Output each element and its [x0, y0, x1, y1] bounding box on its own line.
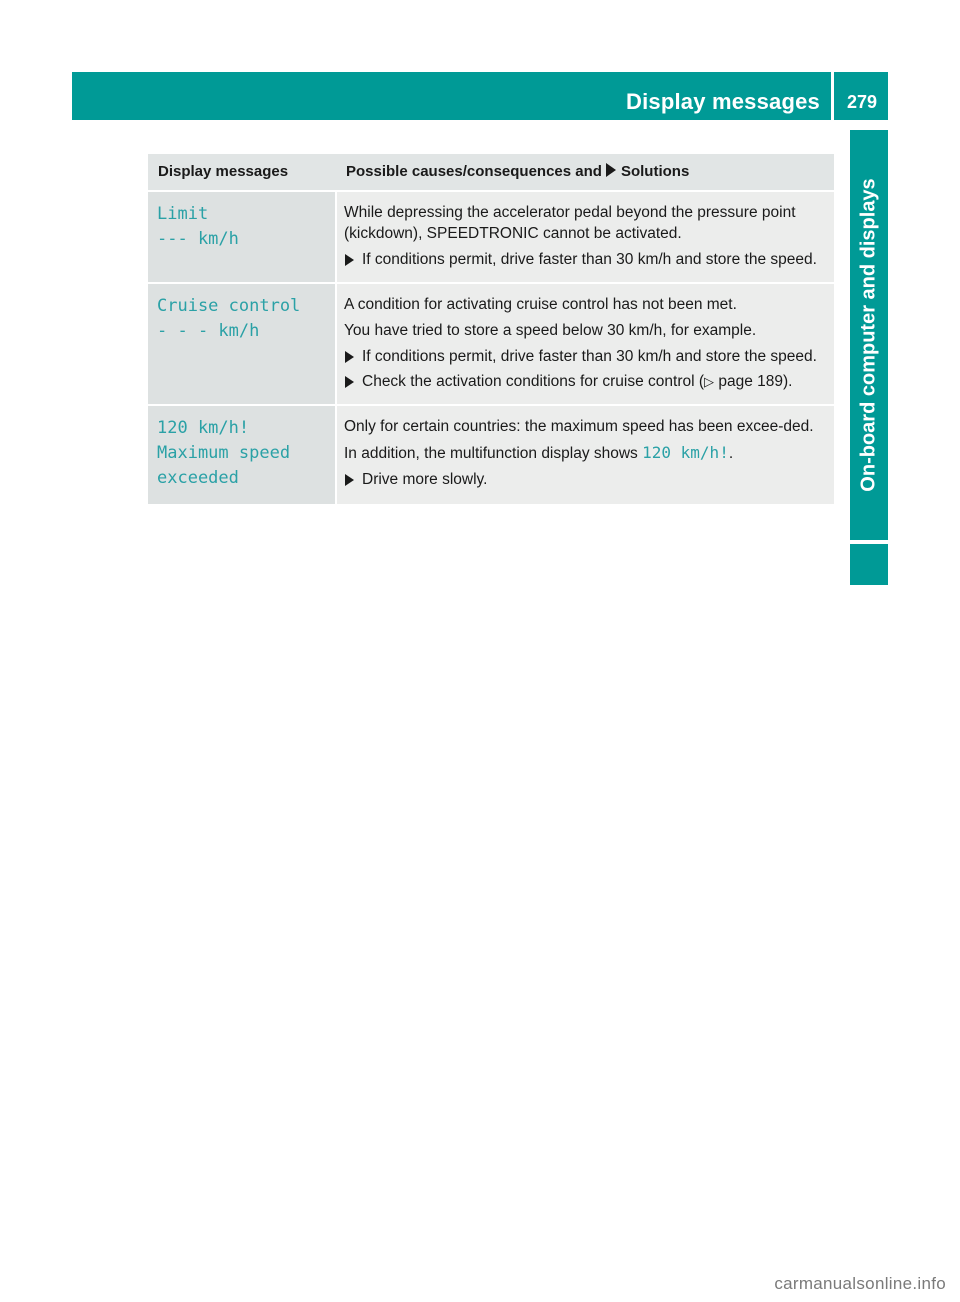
arrow-icon — [606, 163, 616, 177]
cause-text-with-message — [344, 442, 830, 464]
column-header-solutions — [336, 154, 834, 191]
solution-cell — [336, 191, 834, 283]
solution-cell — [336, 405, 834, 505]
arrow-icon — [345, 376, 354, 388]
table-header-row — [148, 154, 834, 191]
display-message-line: Maximum speed — [157, 443, 291, 463]
watermark: carmanualsonline.info — [774, 1274, 946, 1293]
page-reference-icon: ▷ — [704, 374, 715, 389]
display-message-line: exceeded — [157, 468, 239, 488]
display-message-line: Limit — [157, 204, 209, 224]
table-row — [148, 405, 834, 505]
page-number: 279 — [846, 92, 878, 112]
arrow-icon — [345, 474, 354, 486]
cause-text: While depressing the accelerator pedal beyond the pressure point (kickdown), SPEEDTRONIC cannot be activated. — [344, 204, 796, 242]
column-header-solutions-after: Solutions — [620, 163, 690, 180]
column-header-solutions-before: Possible causes/consequences and — [346, 163, 602, 180]
display-message-line: - - - km/h — [157, 321, 260, 341]
display-message-line: 120 km/h! — [157, 418, 250, 438]
solution-step-text: Drive more slowly. — [362, 471, 488, 488]
arrow-icon — [345, 351, 354, 363]
chapter-tab — [850, 130, 888, 540]
column-header-display-messages: Display messages — [148, 154, 336, 191]
solution-step — [344, 371, 830, 392]
cause-text: A condition for activating cruise control has not been met. — [344, 296, 737, 313]
cause-text: You have tried to store a speed below 30 km/h, for example. — [344, 322, 757, 339]
chapter-tab-label: On-board computer and displays — [857, 178, 880, 492]
solution-step — [344, 249, 830, 270]
solution-step-text: Check the activation conditions for cruise control ( — [362, 373, 705, 390]
chapter-tab-block — [850, 544, 888, 585]
message-cell — [148, 405, 336, 505]
solution-cell — [336, 283, 834, 405]
display-message-line: Cruise control — [157, 296, 301, 316]
solution-step-text: If conditions permit, drive faster than 30 km/h and store the speed. — [362, 348, 817, 365]
message-cell — [148, 283, 336, 405]
cause-text-before: In addition, the multifunction display shows — [344, 445, 643, 462]
inline-display-message: 120 km/h! — [642, 443, 729, 462]
solution-step — [344, 469, 830, 490]
cause-text: Only for certain countries: the maximum speed has been excee-ded. — [344, 418, 814, 435]
solution-step — [344, 346, 830, 367]
table-row — [148, 191, 834, 283]
page-reference-link[interactable]: page 189). — [714, 373, 793, 390]
cause-text-after: . — [728, 445, 734, 462]
header-bar — [72, 72, 888, 120]
display-message-line: --- km/h — [157, 229, 239, 249]
message-cell — [148, 191, 336, 283]
header-divider — [831, 72, 834, 120]
section-title: Display messages — [626, 89, 820, 114]
table-row — [148, 283, 834, 405]
display-messages-table — [148, 154, 834, 506]
arrow-icon — [345, 254, 354, 266]
solution-step-text: If conditions permit, drive faster than 30 km/h and store the speed. — [362, 251, 817, 268]
